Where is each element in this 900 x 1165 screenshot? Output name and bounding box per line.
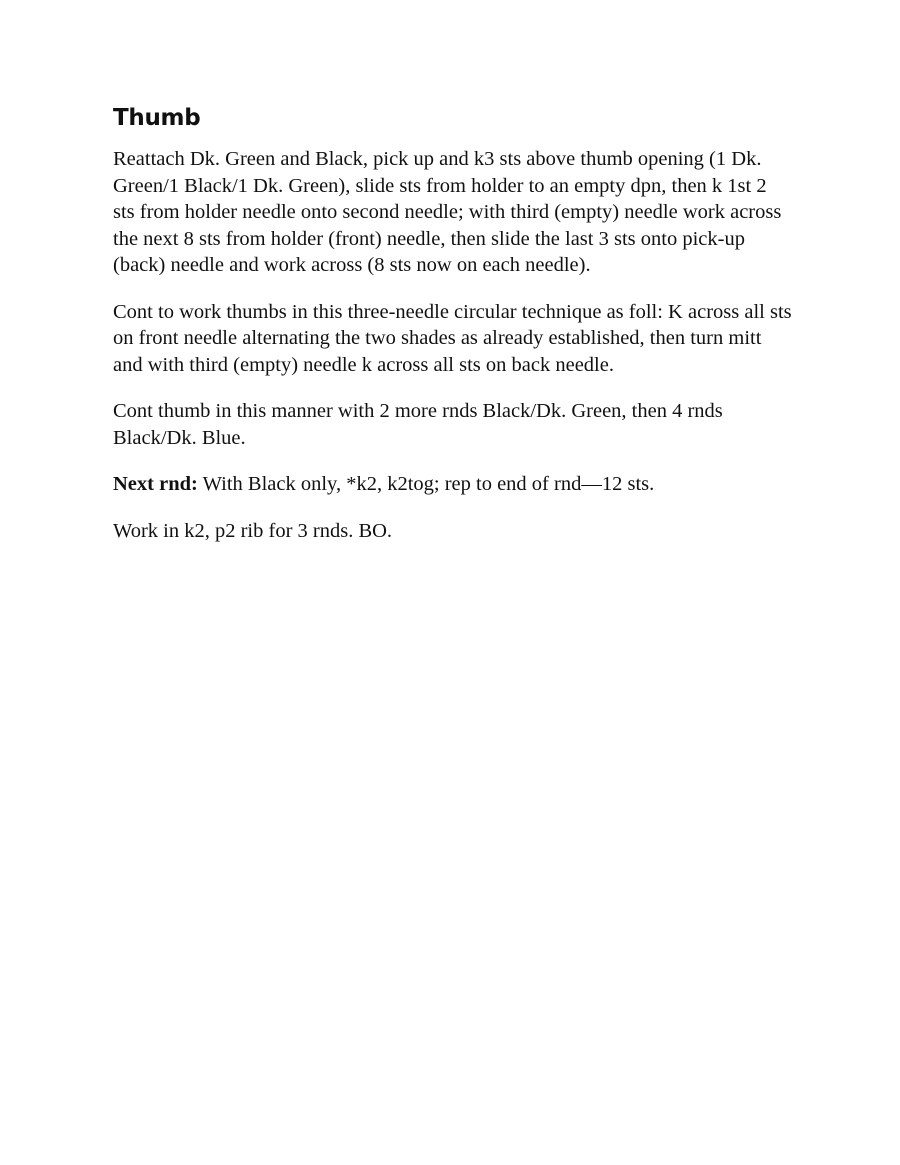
next-rnd-text: With Black only, *k2, k2tog; rep to end of rnd—12 sts.: [197, 473, 655, 495]
paragraph-cont-thumb: Cont thumb in this manner with 2 more rnds Black/Dk. Green, then 4 rnds Black/Dk. Blue.: [113, 400, 723, 449]
section-heading: Thumb: [113, 105, 201, 131]
paragraph-rib: Work in k2, p2 rib for 3 rnds. BO.: [113, 519, 393, 542]
paragraph-three-needle: Cont to work thumbs in this three-needle circular technique as foll: K across all sts on front needle alternating the two shades as already established, then turn mitt and with third (empty) needle k across all sts on back needle.: [113, 300, 792, 376]
paragraph-next-rnd: [113, 471, 793, 498]
paragraph-reattach: Reattach Dk. Green and Black, pick up and k3 sts above thumb opening (1 Dk. Green/1 Black/1 Dk. Green), slide sts from holder to an empty dpn, then k 1st 2 sts from holder needle onto second needle; with third (empty) needle work across the next 8 sts from holder (front) needle, then slide the last 3 sts onto pick-up (back) needle and work across (8 sts now on each needle).: [113, 148, 782, 276]
next-rnd-label: Next rnd:: [113, 473, 198, 495]
document-page: [113, 100, 793, 564]
